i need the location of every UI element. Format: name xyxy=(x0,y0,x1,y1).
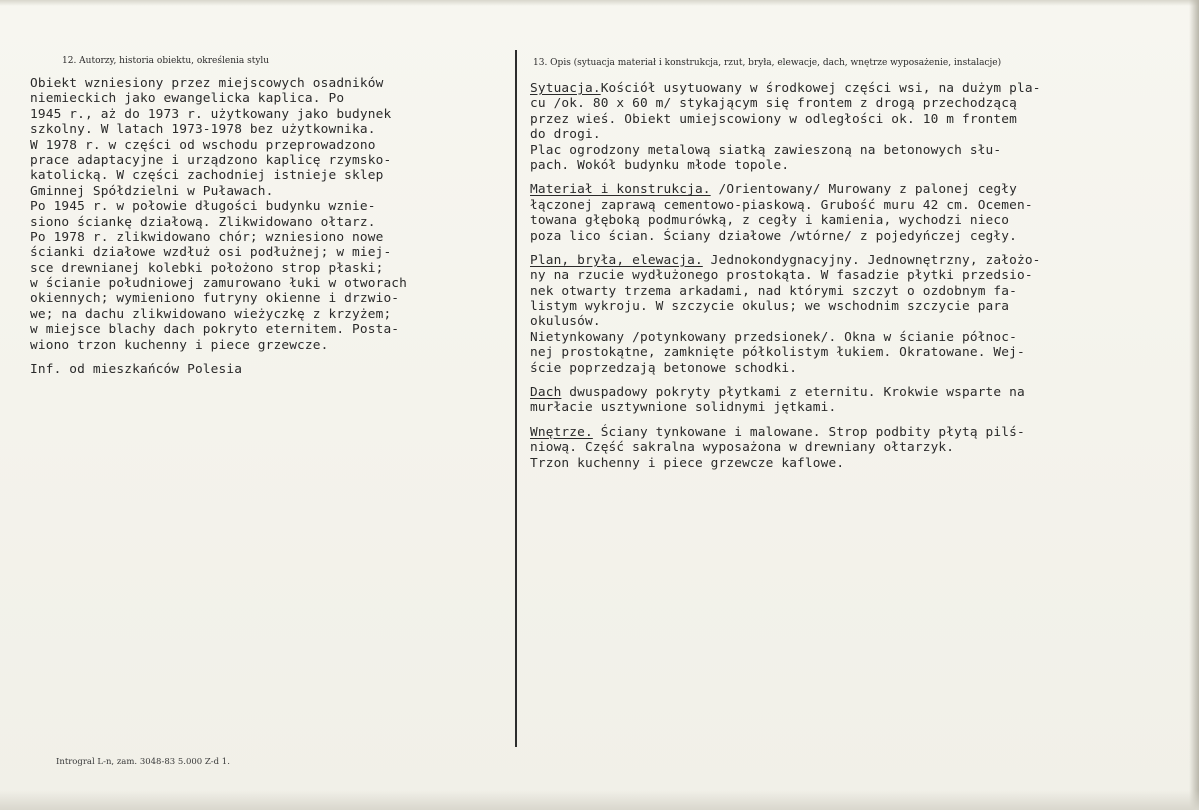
right-column-text xyxy=(530,81,1041,471)
text-line: listym wykroju. W szczycie okulus; we wschodnim szczycie para xyxy=(530,299,1010,315)
section-interior-first-line: Wnętrze. Ściany tynkowane i malowane. Strop podbity płytą pilś- xyxy=(530,424,1025,440)
text-line: wiono trzon kuchenny i piece grzewcze. xyxy=(30,337,329,353)
text-line: niową. Część sakralna wyposażona w drewniany ołtarzyk. xyxy=(530,440,955,456)
text-line: Obiekt wzniesiony przez miejscowych osadników xyxy=(30,76,384,91)
paragraph-gap xyxy=(530,173,1041,182)
text-line: szkolny. W latach 1973-1978 bez użytkownika. xyxy=(30,122,376,138)
section-material-first-line: Materiał i konstrukcja. /Orientowany/ Murowany z palonej cegły xyxy=(530,182,1017,198)
page-right-edge xyxy=(1189,0,1199,810)
section-situation-first-line: Sytuacja.Kościół usytuowany w środkowej części wsi, na dużym pla- xyxy=(530,81,1041,96)
paragraph-gap xyxy=(530,416,1041,425)
section-heading: Sytuacja. xyxy=(530,81,601,96)
page-bottom-edge xyxy=(0,790,1199,810)
text-line: siono ściankę działową. Zlikwidowano ołtarz. xyxy=(30,214,376,230)
right-column-header: 13. Opis (sytuacja materiał i konstrukcja, rzut, bryła, elewacje, dach, wnętrze wyposażenie, instalacje) xyxy=(533,58,1002,68)
section-heading: Dach xyxy=(530,385,562,401)
text-line: katolicką. W części zachodniej istnieje sklep xyxy=(30,168,384,184)
text-line: łączonej zaprawą cementowo-piaskową. Grubość muru 42 cm. Ocemen- xyxy=(530,197,1033,213)
text-line: nek otwarty trzema arkadami, nad którymi szczyt o ozdobnym fa- xyxy=(530,283,1017,299)
text-line: Trzon kuchenny i piece grzewcze kaflowe. xyxy=(530,455,845,471)
text-line: we; na dachu zlikwidowano wieżyczkę z krzyżem; xyxy=(30,306,392,322)
text-line: okiennych; wymieniono futryny okienne i drzwio- xyxy=(30,291,400,307)
left-column-text xyxy=(30,76,407,377)
text-line: niemieckich jako ewangelicka kaplica. Po xyxy=(30,91,345,107)
text-line: towana głęboką podmurówką, z cegły i kamienia, wychodzi nieco xyxy=(530,213,1010,229)
text-line: Gminnej Spółdzielni w Puławach. xyxy=(30,183,274,199)
text-line: ścianki działowe wzdłuż osi podłużnej; w miej- xyxy=(30,245,392,261)
paragraph-gap xyxy=(30,353,407,362)
text-line: W 1978 r. w części od wschodu przeprowadzono xyxy=(30,137,376,153)
text-line: murłacie usztywnione solidnymi jętkami. xyxy=(530,400,837,416)
text-line: okulusów. xyxy=(530,314,601,330)
section-heading: Wnętrze. xyxy=(530,424,593,440)
text-line: Nietynkowany /potynkowany przedsionek/. Okna w ścianie północ- xyxy=(530,329,1017,345)
printer-imprint: Introgral L-n, zam. 3048-83 5.000 Z-d 1. xyxy=(56,757,230,767)
text-line: sce drewnianej kolebki położono strop płaski; xyxy=(30,260,384,276)
text-line: w miejsce blachy dach pokryto eternitem. Posta- xyxy=(30,322,400,338)
section-heading: Materiał i konstrukcja. xyxy=(530,182,711,198)
column-divider xyxy=(515,50,517,747)
text-line: Po 1978 r. zlikwidowano chór; wzniesiono nowe xyxy=(30,229,384,245)
text-line: 1945 r., aż do 1973 r. użytkowany jako budynek xyxy=(30,106,392,122)
section-roof-first-line: Dach dwuspadowy pokryty płytkami z eternitu. Krokwie wsparte na xyxy=(530,385,1025,401)
text-line: prace adaptacyjne i urządzono kaplicę rzymsko- xyxy=(30,152,392,168)
left-column-header: 12. Autorzy, historia obiektu, określenia stylu xyxy=(62,56,270,66)
text-line: Po 1945 r. w połowie długości budynku wznie- xyxy=(30,199,376,215)
text-line: ście poprzedzają betonowe schodki. xyxy=(530,360,798,376)
paragraph-gap xyxy=(530,244,1041,253)
text-line: pach. Wokół budynku młode topole. xyxy=(530,157,790,173)
text-line: nej prostokątne, zamknięte półkolistym łukiem. Okratowane. Wej- xyxy=(530,345,1025,361)
section-heading: Plan, bryła, elewacja. xyxy=(530,252,703,268)
text-line: ny na rzucie wydłużonego prostokąta. W fasadzie płytki przedsio- xyxy=(530,268,1033,284)
page-top-edge xyxy=(0,0,1199,6)
text-line: w ścianie południowej zamurowano łuki w otworach xyxy=(30,276,408,292)
paragraph-gap xyxy=(530,376,1041,385)
section-plan-first-line: Plan, bryła, elewacja. Jednokondygnacyjny. Jednownętrzny, założo- xyxy=(530,252,1041,268)
source-note: Inf. od mieszkańców Polesia xyxy=(30,362,243,378)
text-line: Plac ogrodzony metalową siatką zawieszoną na betonowych słu- xyxy=(530,142,1002,158)
text-line: przez wieś. Obiekt umiejscowiony w odległości ok. 10 m frontem xyxy=(530,111,1017,127)
text-line: poza lico ścian. Ściany działowe /wtórne/ z pojedyńczej cegły. xyxy=(530,228,1017,244)
text-line: cu /ok. 80 x 60 m/ stykającym się frontem z drogą przechodzącą xyxy=(530,96,1017,112)
text-line: do drogi. xyxy=(530,127,601,143)
